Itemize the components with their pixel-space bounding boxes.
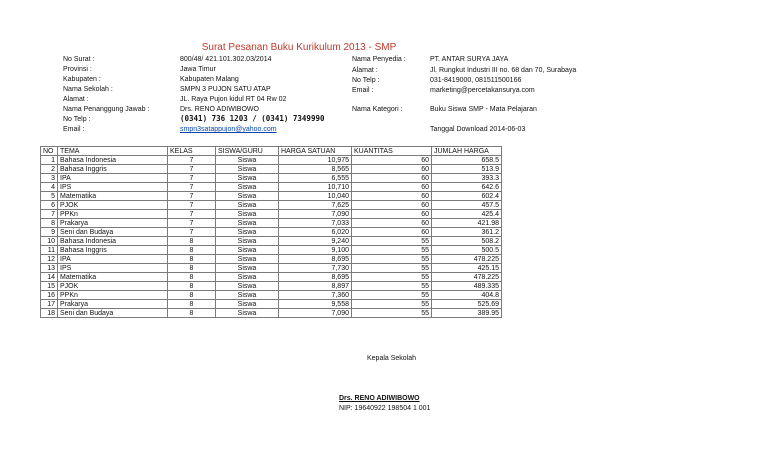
cell-harga-satuan: 7,033 bbox=[279, 219, 352, 228]
cell-tema: Prakarya bbox=[58, 219, 168, 228]
email-penyedia-label: Email : bbox=[352, 87, 374, 94]
cell-harga-satuan: 6,020 bbox=[279, 228, 352, 237]
provinsi-label: Provinsi : bbox=[63, 66, 92, 73]
no-telp-penyedia-label: No Telp : bbox=[352, 77, 380, 84]
nama-kategori-label: Nama Kategori : bbox=[352, 106, 403, 113]
download-date: Tanggal Download 2014-06-03 bbox=[430, 126, 526, 133]
email-sekolah-link[interactable]: smpn3satappujon@yahoo.com bbox=[180, 126, 277, 133]
cell-harga-satuan: 9,100 bbox=[279, 246, 352, 255]
cell-no: 16 bbox=[41, 291, 58, 300]
cell-tema: Bahasa Indonesia bbox=[58, 237, 168, 246]
kabupaten-label: Kabupaten : bbox=[63, 76, 101, 83]
penanggung-jawab-label: Nama Penanggung Jawab : bbox=[63, 106, 150, 113]
cell-harga-satuan: 7,090 bbox=[279, 210, 352, 219]
cell-kuantitas: 60 bbox=[352, 156, 432, 165]
cell-tema: IPA bbox=[58, 255, 168, 264]
cell-no: 14 bbox=[41, 273, 58, 282]
cell-no: 13 bbox=[41, 264, 58, 273]
cell-no: 5 bbox=[41, 192, 58, 201]
signature-name: Drs. RENO ADIWIBOWO bbox=[339, 395, 420, 402]
cell-kuantitas: 55 bbox=[352, 282, 432, 291]
cell-tema: IPS bbox=[58, 264, 168, 273]
cell-tema: PPKn bbox=[58, 210, 168, 219]
cell-kelas: 8 bbox=[168, 291, 216, 300]
cell-jumlah-harga: 404.8 bbox=[432, 291, 502, 300]
cell-kuantitas: 60 bbox=[352, 219, 432, 228]
cell-harga-satuan: 10,975 bbox=[279, 156, 352, 165]
cell-tema: IPS bbox=[58, 183, 168, 192]
cell-kuantitas: 60 bbox=[352, 192, 432, 201]
alamat-penyedia-label: Alamat : bbox=[352, 67, 378, 74]
cell-siswa-guru: Siswa bbox=[216, 255, 279, 264]
cell-no: 4 bbox=[41, 183, 58, 192]
cell-siswa-guru: Siswa bbox=[216, 273, 279, 282]
cell-kuantitas: 55 bbox=[352, 291, 432, 300]
cell-no: 17 bbox=[41, 300, 58, 309]
nama-sekolah-label: Nama Sekolah : bbox=[63, 86, 113, 93]
cell-kelas: 8 bbox=[168, 282, 216, 291]
cell-no: 11 bbox=[41, 246, 58, 255]
cell-no: 1 bbox=[41, 156, 58, 165]
cell-no: 18 bbox=[41, 309, 58, 318]
cell-harga-satuan: 6,555 bbox=[279, 174, 352, 183]
alamat-sekolah-label: Alamat : bbox=[63, 96, 89, 103]
cell-kuantitas: 55 bbox=[352, 273, 432, 282]
cell-siswa-guru: Siswa bbox=[216, 264, 279, 273]
cell-no: 3 bbox=[41, 174, 58, 183]
cell-siswa-guru: Siswa bbox=[216, 192, 279, 201]
cell-kuantitas: 60 bbox=[352, 201, 432, 210]
cell-kuantitas: 55 bbox=[352, 246, 432, 255]
table-row bbox=[41, 183, 502, 192]
cell-kelas: 8 bbox=[168, 237, 216, 246]
cell-siswa-guru: Siswa bbox=[216, 246, 279, 255]
document-title: Surat Pesanan Buku Kurikulum 2013 - SMP bbox=[201, 42, 397, 53]
cell-harga-satuan: 8,695 bbox=[279, 273, 352, 282]
cell-kelas: 8 bbox=[168, 264, 216, 273]
order-table bbox=[40, 146, 502, 318]
header-kuantitas: KUANTITAS bbox=[352, 147, 432, 156]
cell-kelas: 7 bbox=[168, 192, 216, 201]
header-siswa-guru: SISWA/GURU bbox=[216, 147, 279, 156]
cell-kuantitas: 55 bbox=[352, 264, 432, 273]
cell-jumlah-harga: 489.335 bbox=[432, 282, 502, 291]
cell-kelas: 8 bbox=[168, 273, 216, 282]
cell-no: 9 bbox=[41, 228, 58, 237]
cell-kelas: 7 bbox=[168, 219, 216, 228]
cell-tema: Seni dan Budaya bbox=[58, 228, 168, 237]
cell-jumlah-harga: 393.3 bbox=[432, 174, 502, 183]
table-row bbox=[41, 255, 502, 264]
penanggung-jawab-value: Drs. RENO ADIWIBOWO bbox=[180, 106, 259, 113]
table-row bbox=[41, 264, 502, 273]
cell-jumlah-harga: 525.69 bbox=[432, 300, 502, 309]
cell-kelas: 7 bbox=[168, 228, 216, 237]
no-surat-value: 800/48/ 421.101.302.03/2014 bbox=[180, 56, 272, 63]
nama-sekolah-value: SMPN 3 PUJON SATU ATAP bbox=[180, 86, 271, 93]
nama-penyedia-value: PT. ANTAR SURYA JAYA bbox=[430, 56, 509, 63]
cell-tema: PJOK bbox=[58, 201, 168, 210]
table-row bbox=[41, 291, 502, 300]
cell-siswa-guru: Siswa bbox=[216, 156, 279, 165]
cell-harga-satuan: 7,090 bbox=[279, 309, 352, 318]
cell-no: 2 bbox=[41, 165, 58, 174]
signature-role: Kepala Sekolah bbox=[367, 355, 417, 362]
cell-siswa-guru: Siswa bbox=[216, 165, 279, 174]
cell-kelas: 7 bbox=[168, 183, 216, 192]
cell-kuantitas: 60 bbox=[352, 228, 432, 237]
alamat-sekolah-value: JL. Raya Pujon kidul RT 04 Rw 02 bbox=[180, 96, 287, 103]
table-row bbox=[41, 165, 502, 174]
cell-kelas: 7 bbox=[168, 165, 216, 174]
table-row bbox=[41, 210, 502, 219]
cell-no: 15 bbox=[41, 282, 58, 291]
cell-kelas: 8 bbox=[168, 309, 216, 318]
cell-no: 12 bbox=[41, 255, 58, 264]
cell-kuantitas: 55 bbox=[352, 309, 432, 318]
cell-harga-satuan: 7,360 bbox=[279, 291, 352, 300]
cell-tema: PJOK bbox=[58, 282, 168, 291]
cell-harga-satuan: 8,897 bbox=[279, 282, 352, 291]
table-row bbox=[41, 246, 502, 255]
cell-kelas: 8 bbox=[168, 255, 216, 264]
cell-jumlah-harga: 457.5 bbox=[432, 201, 502, 210]
cell-harga-satuan: 10,040 bbox=[279, 192, 352, 201]
cell-kuantitas: 55 bbox=[352, 300, 432, 309]
signature-nip: NIP: 19640922 198504 1 001 bbox=[339, 405, 431, 412]
cell-jumlah-harga: 425.4 bbox=[432, 210, 502, 219]
cell-tema: IPA bbox=[58, 174, 168, 183]
kabupaten-value: Kabupaten Malang bbox=[180, 76, 239, 83]
no-telp-sekolah-value: (0341) 736 1203 / (0341) 7349990 bbox=[180, 114, 325, 123]
email-sekolah-label: Email : bbox=[63, 126, 85, 133]
cell-jumlah-harga: 658.5 bbox=[432, 156, 502, 165]
cell-kuantitas: 60 bbox=[352, 165, 432, 174]
table-row bbox=[41, 201, 502, 210]
cell-no: 10 bbox=[41, 237, 58, 246]
cell-harga-satuan: 9,558 bbox=[279, 300, 352, 309]
cell-siswa-guru: Siswa bbox=[216, 309, 279, 318]
table-row bbox=[41, 237, 502, 246]
cell-siswa-guru: Siswa bbox=[216, 219, 279, 228]
nama-penyedia-label: Nama Penyedia : bbox=[352, 56, 406, 63]
table-row bbox=[41, 300, 502, 309]
cell-harga-satuan: 8,565 bbox=[279, 165, 352, 174]
cell-kuantitas: 60 bbox=[352, 174, 432, 183]
table-row bbox=[41, 156, 502, 165]
cell-tema: Bahasa Indonesia bbox=[58, 156, 168, 165]
cell-kuantitas: 55 bbox=[352, 237, 432, 246]
cell-harga-satuan: 10,710 bbox=[279, 183, 352, 192]
cell-jumlah-harga: 602.4 bbox=[432, 192, 502, 201]
table-row bbox=[41, 309, 502, 318]
cell-kelas: 7 bbox=[168, 156, 216, 165]
table-row bbox=[41, 282, 502, 291]
cell-jumlah-harga: 389.95 bbox=[432, 309, 502, 318]
header-harga-satuan: HARGA SATUAN bbox=[279, 147, 352, 156]
table-row bbox=[41, 192, 502, 201]
cell-tema: Seni dan Budaya bbox=[58, 309, 168, 318]
cell-jumlah-harga: 425.15 bbox=[432, 264, 502, 273]
cell-jumlah-harga: 500.5 bbox=[432, 246, 502, 255]
no-surat-label: No Surat : bbox=[63, 56, 95, 63]
order-table-body bbox=[41, 156, 502, 318]
cell-tema: Bahasa Inggris bbox=[58, 165, 168, 174]
cell-jumlah-harga: 421.98 bbox=[432, 219, 502, 228]
cell-kelas: 8 bbox=[168, 300, 216, 309]
cell-siswa-guru: Siswa bbox=[216, 237, 279, 246]
cell-harga-satuan: 9,240 bbox=[279, 237, 352, 246]
email-penyedia-value: marketing@percetakansurya.com bbox=[430, 87, 535, 94]
cell-harga-satuan: 8,695 bbox=[279, 255, 352, 264]
cell-kelas: 7 bbox=[168, 201, 216, 210]
table-row bbox=[41, 273, 502, 282]
cell-tema: PPKn bbox=[58, 291, 168, 300]
table-header-row bbox=[41, 147, 502, 156]
cell-siswa-guru: Siswa bbox=[216, 300, 279, 309]
cell-jumlah-harga: 478.225 bbox=[432, 255, 502, 264]
cell-tema: Prakarya bbox=[58, 300, 168, 309]
cell-kuantitas: 55 bbox=[352, 255, 432, 264]
cell-siswa-guru: Siswa bbox=[216, 174, 279, 183]
cell-tema: Matematika bbox=[58, 273, 168, 282]
cell-no: 7 bbox=[41, 210, 58, 219]
cell-siswa-guru: Siswa bbox=[216, 291, 279, 300]
cell-kuantitas: 60 bbox=[352, 183, 432, 192]
cell-siswa-guru: Siswa bbox=[216, 210, 279, 219]
cell-siswa-guru: Siswa bbox=[216, 201, 279, 210]
table-row bbox=[41, 228, 502, 237]
table-row bbox=[41, 219, 502, 228]
cell-kelas: 7 bbox=[168, 174, 216, 183]
alamat-penyedia-value: Jl. Rungkut Industri III no. 68 dan 70, Surabaya bbox=[430, 67, 577, 74]
cell-jumlah-harga: 478.225 bbox=[432, 273, 502, 282]
header-jumlah-harga: JUMLAH HARGA bbox=[432, 147, 502, 156]
nama-kategori-value: Buku Siswa SMP - Mata Pelajaran bbox=[430, 106, 537, 113]
no-telp-penyedia-value: 031-8419000, 081511500166 bbox=[430, 77, 522, 84]
cell-no: 8 bbox=[41, 219, 58, 228]
cell-siswa-guru: Siswa bbox=[216, 282, 279, 291]
cell-jumlah-harga: 361.2 bbox=[432, 228, 502, 237]
cell-kelas: 8 bbox=[168, 246, 216, 255]
table-row bbox=[41, 174, 502, 183]
cell-tema: Matematika bbox=[58, 192, 168, 201]
cell-jumlah-harga: 642.6 bbox=[432, 183, 502, 192]
header-tema: TEMA bbox=[58, 147, 168, 156]
header-kelas: KELAS bbox=[168, 147, 216, 156]
cell-tema: Bahasa Inggris bbox=[58, 246, 168, 255]
cell-siswa-guru: Siswa bbox=[216, 183, 279, 192]
cell-kuantitas: 60 bbox=[352, 210, 432, 219]
provinsi-value: Jawa Timur bbox=[180, 66, 216, 73]
cell-harga-satuan: 7,730 bbox=[279, 264, 352, 273]
cell-jumlah-harga: 513.9 bbox=[432, 165, 502, 174]
cell-harga-satuan: 7,625 bbox=[279, 201, 352, 210]
cell-jumlah-harga: 508.2 bbox=[432, 237, 502, 246]
cell-siswa-guru: Siswa bbox=[216, 228, 279, 237]
header-no: NO bbox=[41, 147, 58, 156]
cell-kelas: 7 bbox=[168, 210, 216, 219]
no-telp-sekolah-label: No Telp : bbox=[63, 116, 91, 123]
cell-no: 6 bbox=[41, 201, 58, 210]
